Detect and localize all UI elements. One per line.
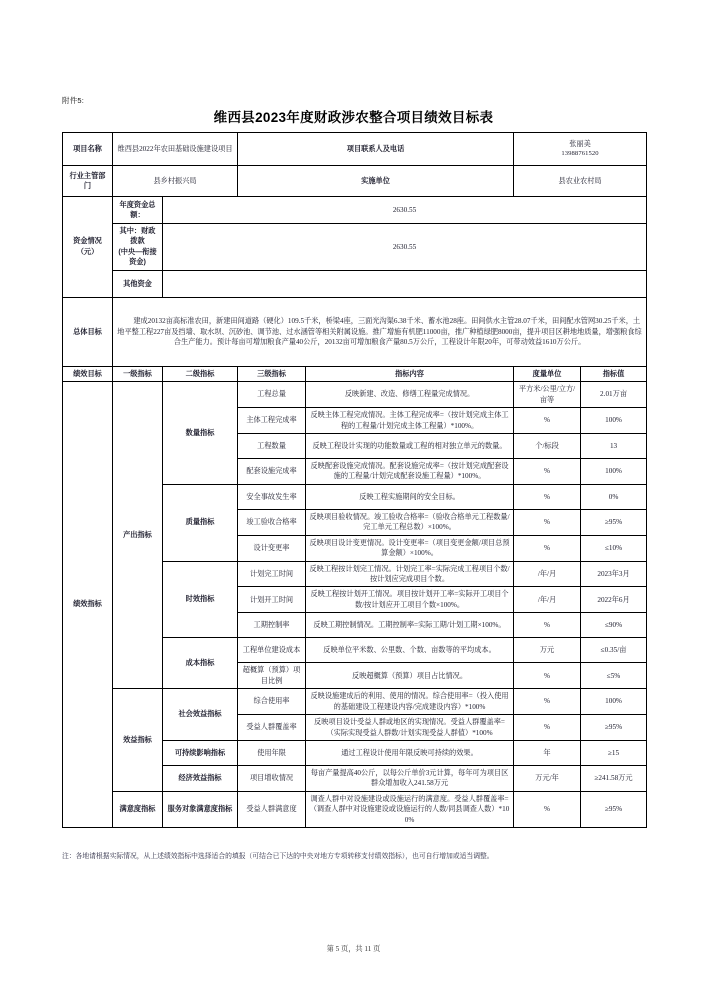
- indicator-header-row: [63, 366, 647, 381]
- indicator-content: 反映项目设计受益人群或地区的实现情况。受益人群覆盖率=（实际实现受益人群数/计划实现受益人群值）*100%: [306, 715, 514, 741]
- indicator-unit: %: [514, 408, 581, 434]
- level3-indicator-label: 超概算（预算）项目比例: [238, 663, 306, 689]
- indicator-content: 通过工程设计使用年限反映可持续的效果。: [306, 740, 514, 765]
- page-footer: 第 5 页，共 11 页: [326, 945, 381, 953]
- overall-goal-text: 建成20132亩高标准农田，新建田间道路（硬化）109.5千米，桥梁4座，三面光沟渠6.38千米、蓄水池28座。田间供水主管28.07千米，田间配水管网30.25千米，土地平整工程227亩及挡墙、取水坝、沉砂池、调节池、过水涵管等相关附属设施。推广增施有机肥11000亩，推广种植绿肥8000亩，提升项目区耕地地质量，增强粮食综合生产能力。预计每亩可增加粮食产量40公斤，20132亩可增加粮食产量80.5万公斤，工程设计年限20年，可带动效益1610万公斤。: [113, 297, 647, 366]
- indicator-unit: %: [514, 613, 581, 638]
- indicator-value: 2.01万亩: [581, 382, 647, 408]
- column-header-6: 度量单位: [514, 366, 581, 381]
- level3-indicator-label: 工程总量: [238, 382, 306, 408]
- level3-indicator-label: 受益人群覆盖率: [238, 715, 306, 741]
- contact-label: 项目联系人及电话: [238, 133, 514, 166]
- funding-item-label: 年度资金总额：: [113, 197, 163, 224]
- funding-item-label: 其他资金: [113, 270, 163, 297]
- column-header-7: 指标值: [581, 366, 647, 381]
- level3-indicator-label: 使用年限: [238, 740, 306, 765]
- level3-indicator-label: 工程单位建设成本: [238, 638, 306, 663]
- level3-indicator-label: 受益人群满意度: [238, 791, 306, 827]
- indicator-content: 反映主体工程完成情况。主体工程完成率=（按计划完成主体工程的工程量/计划完成主体工程量）*100%。: [306, 408, 514, 434]
- project-name-row: [63, 133, 647, 166]
- indicator-unit: %: [514, 689, 581, 715]
- project-name-label: 项目名称: [63, 133, 113, 166]
- indicator-value: ≥95%: [581, 791, 647, 827]
- indicator-value: 13: [581, 433, 647, 458]
- level2-indicator-label: 社会效益指标: [163, 689, 238, 741]
- indicator-unit: %: [514, 509, 581, 535]
- funding-item-label: 其中：财政拨款 (中央—衔接资金): [113, 224, 163, 271]
- indicator-content: 反映配套设施完成情况。配套设施完成率=（按计划完成配套设施的工程量/计划完成配套设施工程量）*100%。: [306, 458, 514, 484]
- level3-indicator-label: 安全事故发生率: [238, 484, 306, 509]
- indicator-content: 反映工期控制情况。工期控制率=实际工期/计划工期×100%。: [306, 613, 514, 638]
- indicator-value: 100%: [581, 458, 647, 484]
- indicator-content: 反映工程设计实现的功能数量或工程的相对独立单元的数量。: [306, 433, 514, 458]
- indicator-row: [63, 382, 647, 408]
- column-header-2: 一级指标: [113, 366, 163, 381]
- attachment-label: 附件5:: [62, 96, 85, 105]
- funding-item-value: 2630.55: [163, 197, 647, 224]
- level2-indicator-label: 质量指标: [163, 484, 238, 561]
- column-header-5: 指标内容: [306, 366, 514, 381]
- level3-indicator-label: 计划开工时间: [238, 587, 306, 613]
- indicator-unit: 万元: [514, 638, 581, 663]
- indicator-content: 反映项目设计变更情况。设计变更率=（项目变更金额/项目总预算金额）×100%。: [306, 535, 514, 561]
- column-header-4: 三级指标: [238, 366, 306, 381]
- footnote: 注：各地请根据实际情况，从上述绩效指标中选择适合的填报（可结合已下达的中央对地方专项转移支付绩效指标），也可自行增加或适当调整。: [62, 853, 494, 860]
- funding-row: [63, 197, 647, 224]
- indicator-value: ≤5%: [581, 663, 647, 689]
- indicator-value: ≥15: [581, 740, 647, 765]
- indicator-unit: /年/月: [514, 561, 581, 587]
- indicator-unit: 年: [514, 740, 581, 765]
- indicator-unit: %: [514, 791, 581, 827]
- level3-indicator-label: 工期控制率: [238, 613, 306, 638]
- indicator-row: [63, 791, 647, 827]
- contact-phone: 13988761520: [561, 150, 599, 158]
- root-indicator-label: 绩效指标: [63, 382, 113, 828]
- column-header-1: 绩效目标: [63, 366, 113, 381]
- indicator-unit: %: [514, 535, 581, 561]
- level3-indicator-label: 计划完工时间: [238, 561, 306, 587]
- indicator-content: 反映超概算（预算）项目占比情况。: [306, 663, 514, 689]
- indicator-value: 0%: [581, 484, 647, 509]
- indicator-unit: /年/月: [514, 587, 581, 613]
- level3-indicator-label: 配套设施完成率: [238, 458, 306, 484]
- level3-indicator-label: 主体工程完成率: [238, 408, 306, 434]
- level2-indicator-label: 经济效益指标: [163, 765, 238, 791]
- indicator-unit: %: [514, 484, 581, 509]
- dept-label: 行业主管部门: [63, 166, 113, 197]
- level2-indicator-label: 服务对象满意度指标: [163, 791, 238, 827]
- dept-value: 县乡村振兴局: [113, 166, 238, 197]
- funding-item-value: 2630.55: [163, 224, 647, 271]
- indicator-unit: 平方米/公里/立方/亩等: [514, 382, 581, 408]
- indicator-value: 2022年6月: [581, 587, 647, 613]
- indicator-content: 反映新建、改造、修缮工程量完成情况。: [306, 382, 514, 408]
- level2-indicator-label: 可持续影响指标: [163, 740, 238, 765]
- level3-indicator-label: 综合使用率: [238, 689, 306, 715]
- level3-indicator-label: 设计变更率: [238, 535, 306, 561]
- indicator-content: 每亩产量提高40公斤，以每公斤单价3元计算，每年可为项目区群众增加收入241.58万元: [306, 765, 514, 791]
- implement-label: 实施单位: [238, 166, 514, 197]
- implement-value: 县农业农村局: [514, 166, 647, 197]
- indicator-unit: %: [514, 663, 581, 689]
- indicator-content: 反映工程按计划开工情况。项目按计划开工率=实际开工项目个数/按计划应开工项目个数×100%。: [306, 587, 514, 613]
- indicator-value: ≥241.58万元: [581, 765, 647, 791]
- indicator-content: 反映单位平米数、公里数、个数、亩数等的平均成本。: [306, 638, 514, 663]
- indicator-unit: %: [514, 715, 581, 741]
- indicator-value: 100%: [581, 689, 647, 715]
- level1-indicator-label: 产出指标: [113, 382, 163, 689]
- overall-goal-row: [63, 297, 647, 366]
- funding-item-value: [163, 270, 647, 297]
- indicator-unit: %: [514, 458, 581, 484]
- contact-value: [514, 133, 647, 166]
- funding-label: 资金情况（元）: [63, 197, 113, 298]
- column-header-3: 二级指标: [163, 366, 238, 381]
- indicator-value: 2023年3月: [581, 561, 647, 587]
- indicator-unit: 万元/年: [514, 765, 581, 791]
- funding-row: [63, 270, 647, 297]
- indicator-content: 反映项目验收情况。竣工验收合格率=（验收合格单元工程数量/完工单元工程总数）×100%。: [306, 509, 514, 535]
- level3-indicator-label: 项目增收情况: [238, 765, 306, 791]
- indicator-content: 调查人群中对设施建设或设施运行的满意度。受益人群覆盖率=（调查人群中对设施建设或设施运行的人数/同县调查人数）*100%: [306, 791, 514, 827]
- level2-indicator-label: 成本指标: [163, 638, 238, 689]
- level3-indicator-label: 工程数量: [238, 433, 306, 458]
- level1-indicator-label: 效益指标: [113, 689, 163, 792]
- funding-row: [63, 224, 647, 271]
- overall-goal-label: 总体目标: [63, 297, 113, 366]
- indicator-value: 100%: [581, 408, 647, 434]
- indicator-value: ≥95%: [581, 509, 647, 535]
- indicator-content: 反映设施建成后的利用、使用的情况。综合使用率=（投入使用的基础建设工程建设内容/完成建设内容）*100%: [306, 689, 514, 715]
- indicator-unit: 个/标段: [514, 433, 581, 458]
- level3-indicator-label: 竣工验收合格率: [238, 509, 306, 535]
- indicator-content: 反映工程按计划完工情况。计划完工率=实际完成工程项目个数/按计划应完成项目个数。: [306, 561, 514, 587]
- department-row: [63, 166, 647, 197]
- indicator-content: 反映工程实施期间的安全目标。: [306, 484, 514, 509]
- contact-name: 张丽美: [569, 140, 591, 148]
- indicator-value: ≤10%: [581, 535, 647, 561]
- page-title: 维西县2023年度财政涉农整合项目绩效目标表: [213, 110, 494, 125]
- indicator-value: ≤90%: [581, 613, 647, 638]
- level1-indicator-label: 满意度指标: [113, 791, 163, 827]
- indicator-value: ≥95%: [581, 715, 647, 741]
- level2-indicator-label: 时效指标: [163, 561, 238, 638]
- project-name-value: 维西县2022年农田基础设施建设项目: [113, 133, 238, 166]
- level2-indicator-label: 数量指标: [163, 382, 238, 485]
- performance-goal-table: [62, 132, 647, 828]
- indicator-value: ≤0.35/亩: [581, 638, 647, 663]
- indicator-row: [63, 689, 647, 715]
